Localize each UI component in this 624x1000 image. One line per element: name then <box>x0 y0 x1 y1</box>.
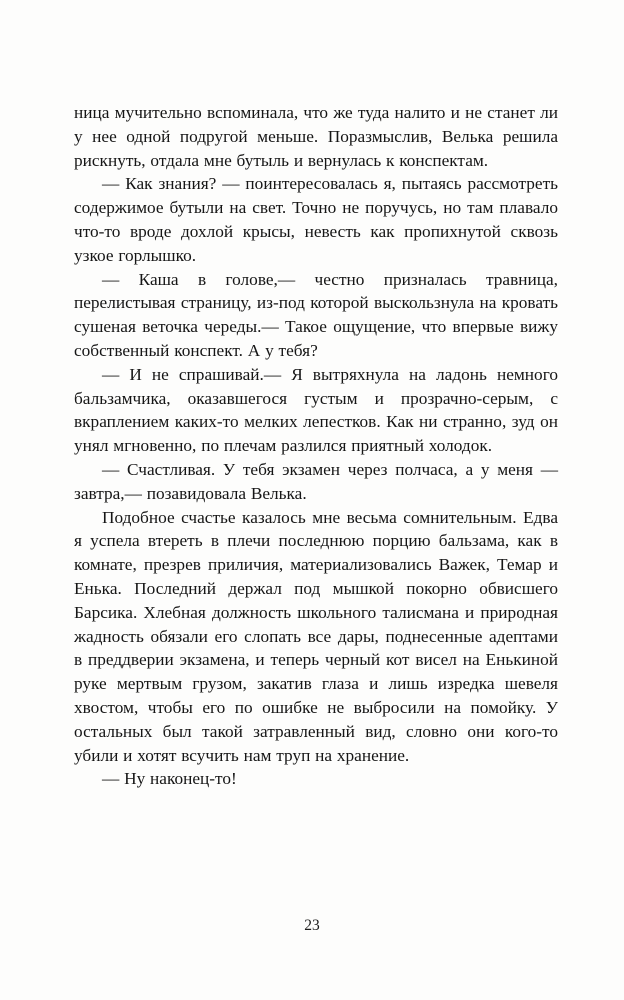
text-block <box>74 101 558 791</box>
paragraph: — И не спрашивай.— Я вытряхнула на ладонь немного бальзамчика, оказавшегося густым и прозрачно-серым, с вкраплением каких-то мелких лепестков. Как ни странно, зуд он унял мгновенно, по плечам разлился приятный холодок. <box>74 364 558 456</box>
paragraph: — Каша в голове,— честно призналась травница, перелистывая страницу, из-под которой выскользнула на кровать сушеная веточка череды.— Такое ощущение, что впервые вижу собственный конспект. А у тебя? <box>74 269 558 360</box>
paragraph: — Как знания? — поинтересовалась я, пытаясь рассмотреть содержимое бутыли на свет. Точно не поручусь, но там плавало что-то вроде дохлой крысы, невесть как пропихнутой сквозь узкое горлышко. <box>74 174 558 265</box>
paragraph: — Счастливая. У тебя экзамен через полчаса, а у меня — завтра,— позавидовала Велька. <box>74 459 558 503</box>
paragraph: Подобное счастье казалось мне весьма сомнительным. Едва я успела втереть в плечи последнюю порцию бальзама, как в комнате, презрев приличия, материализовались Важек, Темар и Енька. Последний держал под мышкой покорно обвисшего Барсика. Хлебная должность школьного талисмана и природная жадность обязали его слопать все дары, поднесенные адептами в преддверии экзамена, и теперь черный кот висел на Енькиной руке мертвым грузом, закатив глаза и лишь изредка шевеля хвостом, чтобы его по ошибке не выбросили на помойку. У остальных был такой затравленный вид, словно они кого-то убили и хотят всучить нам труп на хранение. <box>74 507 558 765</box>
paragraph: ница мучительно вспоминала, что же туда налито и не станет ли у нее одной подругой меньше. Поразмыслив, Велька решила рискнуть, отдала мне бутыль и вернулась к конспектам. <box>74 103 558 170</box>
paragraph: — Ну наконец-то! <box>102 769 237 789</box>
page-number: 23 <box>304 917 320 934</box>
